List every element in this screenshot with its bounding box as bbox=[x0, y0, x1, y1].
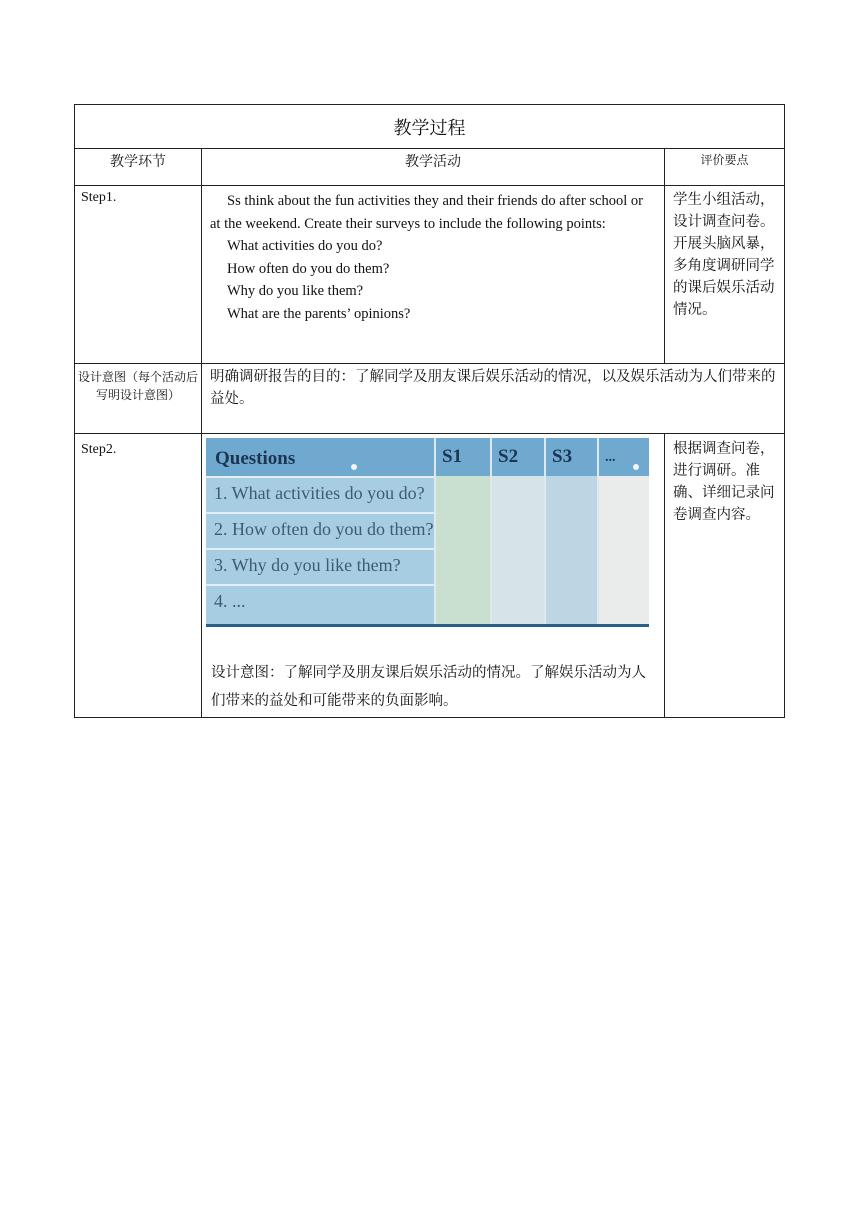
survey-column-body bbox=[492, 476, 546, 624]
survey-column-header bbox=[492, 438, 546, 476]
survey-column-label: S2 bbox=[498, 446, 519, 467]
survey-question-text: 1. What activities do you do? bbox=[214, 483, 425, 503]
design-intent-label: 设计意图（每个活动后写明设计意图） bbox=[75, 364, 202, 434]
survey-column-more bbox=[597, 438, 649, 624]
step1-point: Why do you like them? bbox=[227, 283, 364, 299]
dot-icon bbox=[633, 464, 639, 470]
survey-question-row bbox=[206, 512, 434, 549]
survey-column-label: S3 bbox=[552, 446, 573, 467]
step2-activity bbox=[202, 434, 665, 718]
design-intent-text: 明确调研报告的目的：了解同学及朋友课后娱乐活动的情况，以及娱乐活动为人们带来的益处。 bbox=[202, 364, 785, 434]
teaching-process-table bbox=[74, 104, 785, 718]
survey-column-s1 bbox=[434, 438, 492, 624]
survey-column-body bbox=[436, 476, 492, 624]
step2-evaluation: 根据调查问卷，进行调研。准确、详细记录问卷调查内容。 bbox=[665, 434, 785, 718]
survey-column-header bbox=[546, 438, 599, 476]
survey-column-label: S1 bbox=[442, 446, 463, 467]
step1-intro: Ss think about the fun activities they and their friends do after school or at the weekend. Create their surveys to include the following points: bbox=[210, 193, 643, 232]
survey-column-s3 bbox=[544, 438, 599, 624]
survey-question-row bbox=[206, 584, 434, 626]
survey-column-body bbox=[546, 476, 599, 624]
table-title: 教学过程 bbox=[75, 105, 785, 149]
survey-question-row bbox=[206, 548, 434, 585]
survey-column-header bbox=[436, 438, 492, 476]
survey-question-row bbox=[206, 476, 434, 513]
survey-column-header bbox=[599, 438, 649, 476]
header-stage: 教学环节 bbox=[75, 149, 202, 186]
survey-question-text: 2. How often do you do them? bbox=[214, 519, 434, 539]
step1-label: Step1. bbox=[75, 186, 202, 364]
step1-point: What are the parents’ opinions? bbox=[227, 305, 411, 322]
header-activity: 教学活动 bbox=[202, 149, 665, 186]
step2-label: Step2. bbox=[75, 434, 202, 718]
step2-design-intent: 设计意图：了解同学及朋友课后娱乐活动的情况。了解娱乐活动为人们带来的益处和可能带来的负面影响。 bbox=[211, 665, 646, 709]
survey-questions-column bbox=[206, 438, 434, 624]
survey-column-s2 bbox=[490, 438, 546, 624]
step1-point: How often do you do them? bbox=[227, 260, 390, 277]
step1-point: What activities do you do? bbox=[227, 238, 383, 254]
survey-questions-header bbox=[206, 438, 434, 476]
dot-icon bbox=[351, 464, 357, 470]
survey-column-label: ... bbox=[605, 450, 616, 465]
step1-evaluation: 学生小组活动，设计调查问卷。开展头脑风暴，多角度调研同学的课后娱乐活动情况。 bbox=[665, 186, 785, 364]
header-evaluation: 评价要点 bbox=[665, 149, 785, 186]
survey-question-text: 3. Why do you like them? bbox=[214, 555, 401, 575]
survey-table-image bbox=[206, 438, 649, 627]
step1-activity bbox=[202, 186, 665, 364]
survey-column-body bbox=[599, 476, 649, 624]
survey-question-text: 4. ... bbox=[214, 591, 246, 611]
survey-header-text: Questions bbox=[215, 448, 296, 469]
